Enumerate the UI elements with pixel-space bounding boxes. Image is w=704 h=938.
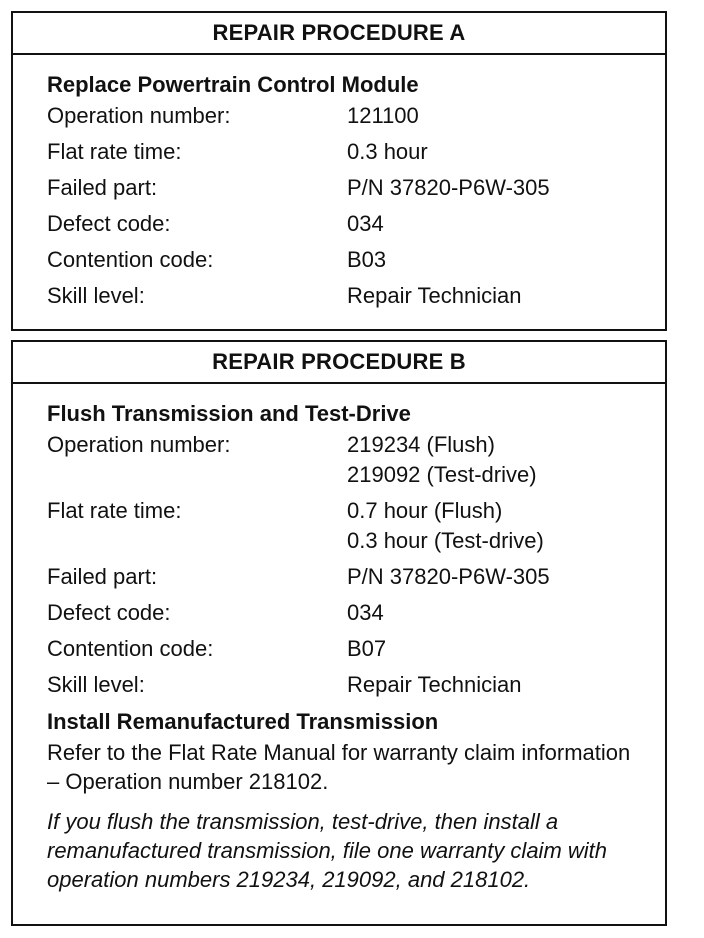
detail-label: Defect code: [47, 211, 171, 236]
detail-value: 219234 (Flush) [347, 432, 495, 457]
detail-row [47, 562, 665, 592]
repair-procedure-b-box [11, 340, 667, 926]
detail-values [347, 209, 384, 239]
detail-label: Skill level: [47, 283, 145, 308]
detail-values [347, 496, 544, 556]
detail-label: Failed part: [47, 175, 158, 200]
detail-value: B03 [347, 247, 387, 272]
detail-values [347, 634, 386, 664]
procedure-b-header: REPAIR PROCEDURE B [13, 342, 665, 384]
repair-procedure-a-box [11, 11, 667, 331]
detail-value: B07 [347, 636, 387, 661]
detail-row [47, 137, 665, 167]
detail-value: 219092 (Test-drive) [347, 462, 537, 487]
detail-value: P/N 37820-P6W-305 [347, 564, 550, 589]
detail-label: Failed part: [47, 564, 158, 589]
procedure-a-rows [47, 101, 665, 311]
detail-values [347, 430, 537, 490]
install-transmission-title: Install Remanufactured Transmission [47, 709, 439, 734]
detail-value: 0.3 hour [347, 139, 428, 164]
detail-values [347, 562, 550, 592]
detail-value: 121100 [347, 103, 419, 128]
detail-row [47, 634, 665, 664]
detail-row [47, 209, 665, 239]
detail-values [347, 101, 419, 131]
procedure-b-title: Flush Transmission and Test-Drive [47, 401, 411, 426]
detail-value: 0.3 hour (Test-drive) [347, 528, 544, 553]
detail-value: 0.7 hour (Flush) [347, 498, 503, 523]
detail-label: Defect code: [47, 600, 171, 625]
detail-row [47, 430, 665, 490]
detail-values [347, 245, 386, 275]
detail-values [347, 281, 521, 311]
detail-label: Operation number: [47, 432, 231, 457]
procedure-a-header: REPAIR PROCEDURE A [13, 13, 665, 55]
detail-label: Skill level: [47, 672, 145, 697]
detail-label: Operation number: [47, 103, 231, 128]
detail-values [347, 598, 384, 628]
detail-value: P/N 37820-P6W-305 [347, 175, 550, 200]
detail-row [47, 598, 665, 628]
procedure-b-rows [47, 430, 665, 700]
detail-row [47, 281, 665, 311]
detail-row [47, 245, 665, 275]
detail-value: 034 [347, 211, 384, 236]
detail-row [47, 670, 665, 700]
procedure-a-title: Replace Powertrain Control Module [47, 72, 419, 97]
detail-row [47, 101, 665, 131]
detail-value: Repair Technician [347, 283, 522, 308]
detail-row [47, 496, 665, 556]
detail-value: 034 [347, 600, 384, 625]
detail-label: Contention code: [47, 636, 214, 661]
warranty-claim-note: If you flush the transmission, test-drive, then install a remanufactured transmission, file one warranty claim with operation numbers 219234, 219092, and 218102. [47, 809, 608, 892]
procedure-b-body [13, 384, 665, 894]
detail-row [47, 173, 665, 203]
detail-values [347, 173, 550, 203]
detail-values [347, 137, 428, 167]
detail-label: Flat rate time: [47, 139, 182, 164]
detail-value: Repair Technician [347, 672, 522, 697]
install-transmission-text: Refer to the Flat Rate Manual for warranty claim information – Operation number 218102. [47, 740, 631, 794]
detail-values [347, 670, 521, 700]
detail-label: Contention code: [47, 247, 214, 272]
detail-label: Flat rate time: [47, 498, 182, 523]
procedure-a-body [13, 55, 665, 311]
